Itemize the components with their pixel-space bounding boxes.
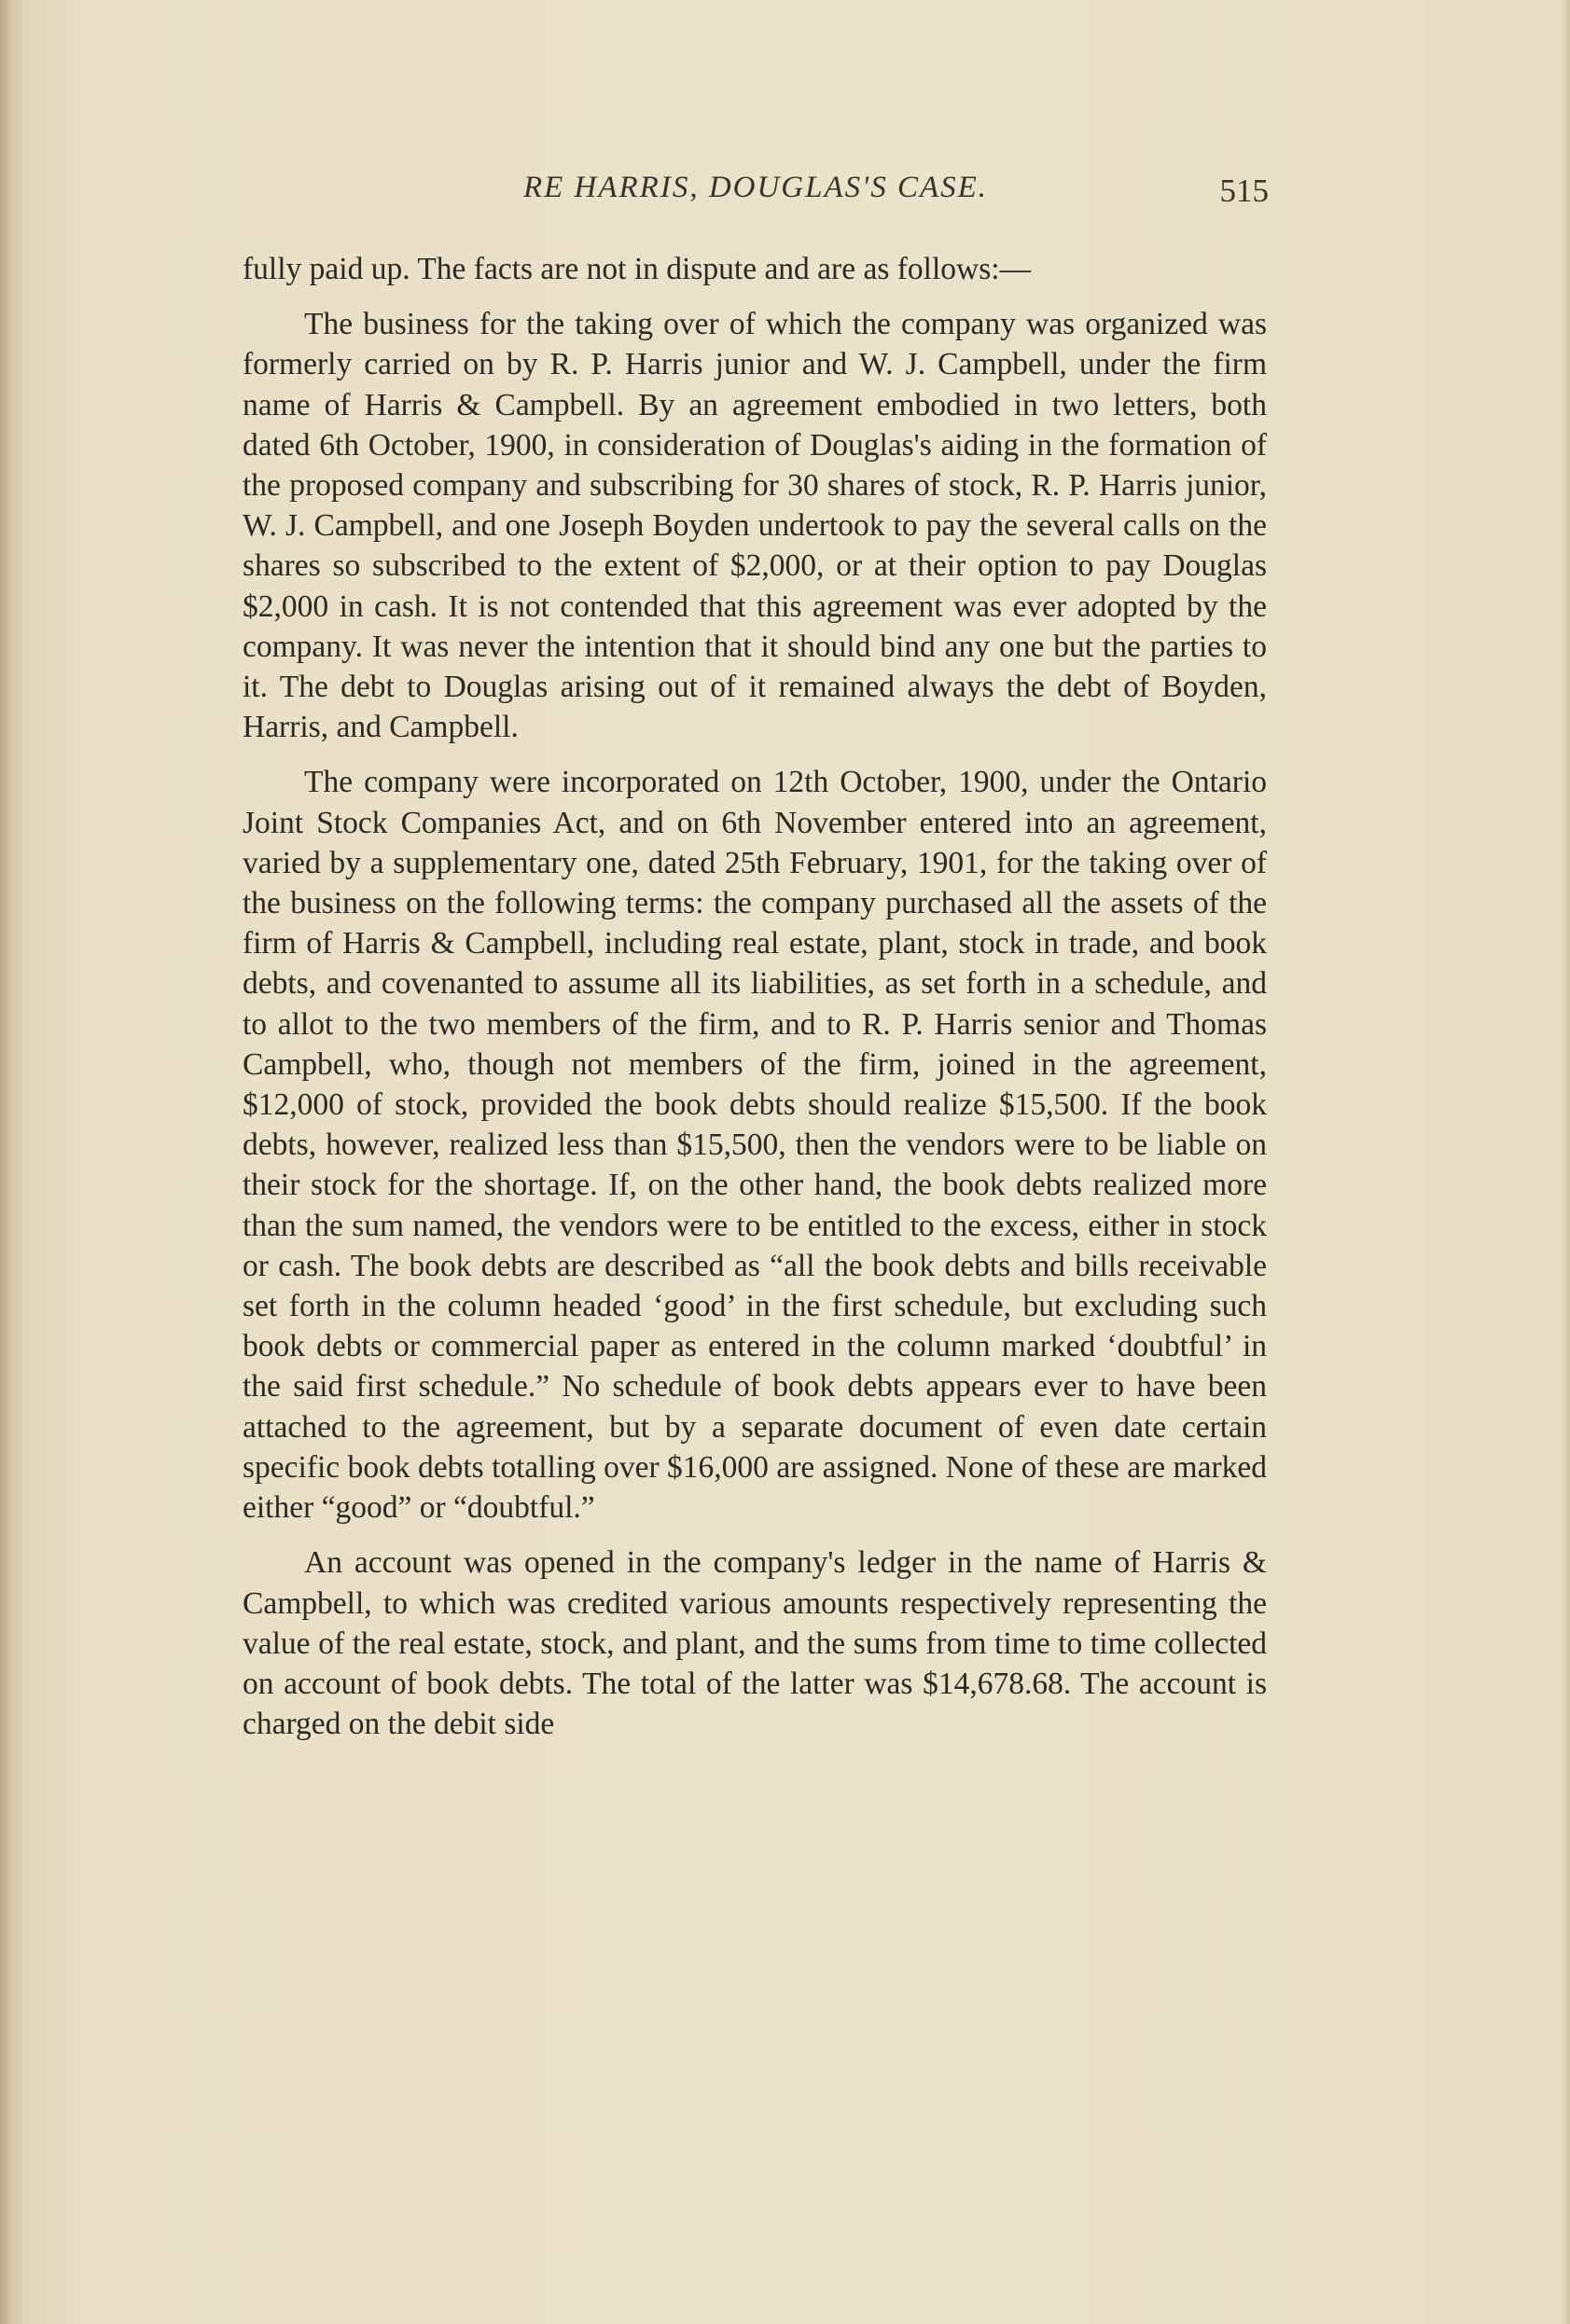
page-edge-right — [1561, 0, 1570, 2324]
running-head: RE HARRIS, DOUGLAS'S CASE. — [522, 171, 989, 204]
paragraph-ledger-account: An account was opened in the company's ledger in the name of Harris & Campbell, to which was credited various amounts respectively representing the value of the real estate, stock, and plant, and the sums from time to time collected on account of book debts. The total of the latter was $14,678.68. The account is charged on the debit side — [243, 1545, 1267, 1742]
paragraph-continuation: fully paid up. The facts are not in dispute and are as follows:— — [243, 252, 1032, 286]
page-header — [243, 171, 1269, 227]
page-body — [243, 249, 1267, 1759]
page-edge-left — [0, 0, 13, 2324]
paragraph-business-history: The business for the taking over of which the company was organized was formerly carried on by R. P. Harris junior and W. J. Campbell, under the firm name of Harris & Campbell. By an agreement embodied in two letters, both dated 6th October, 1900, in consideration of Douglas's aiding in the formation of the proposed company and subscribing for 30 shares of stock, R. P. Harris junior, W. J. Campbell, and one Joseph Boyden undertook to pay the several calls on the shares so subscribed to the extent of $2,000, or at their option to pay Douglas $2,000 in cash. It is not contended that this agreement was ever adopted by the company. It was never the intention that it should bind any one but the parties to it. The debt to Douglas arising out of it remained always the debt of Boyden, Harris, and Campbell. — [243, 307, 1267, 745]
page-number: 515 — [1219, 173, 1269, 209]
paragraph-incorporation: The company were incorporated on 12th October, 1900, under the Ontario Joint Stock Companies Act, and on 6th November entered into an agreement, varied by a supplementary one, dated 25th February, 1901, for the taking over of the business on the following terms: the company purchased all the assets of the firm of Harris & Campbell, including real estate, plant, stock in trade, and book debts, and covenanted to assume all its liabilities, as set forth in a schedule, and to allot to the two members of the firm, and to R. P. Harris senior and Thomas Campbell, who, though not members of the firm, joined in the agreement, $12,000 of stock, provided the book debts should realize $15,500. If the book debts, however, realized less than $15,500, then the vendors were to be liable on their stock for the shortage. If, on the other hand, the book debts realized more than the sum named, the vendors were to be entitled to the excess, either in stock or cash. The book debts are described as “all the book debts and bills receivable set forth in the column headed ‘good’ in the first schedule, but excluding such book debts or commercial paper as entered in the column marked ‘doubtful’ in the said first schedule.” No schedule of book debts appears ever to have been attached to the agreement, but by a separate document of even date certain specific book debts totalling over $16,000 are assigned. None of these are marked either “good” or “doubtful.” — [243, 765, 1267, 1526]
